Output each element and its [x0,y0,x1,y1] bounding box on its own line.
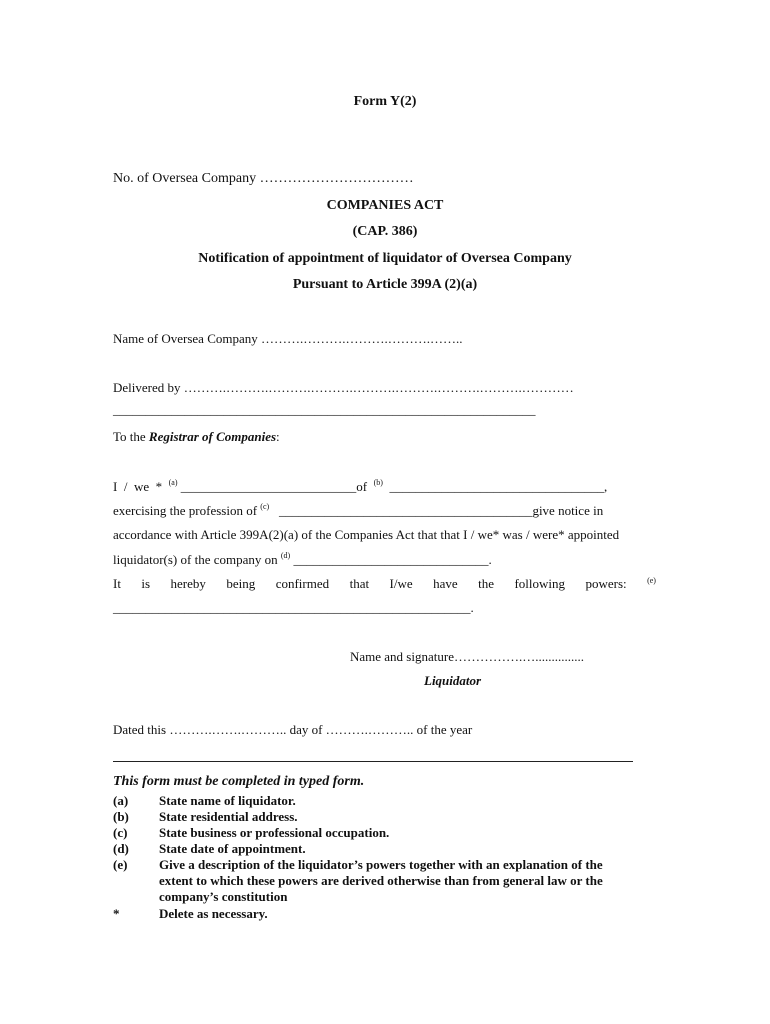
footnote-key: (a) [113,793,129,808]
cap-heading: (CAP. 386) [352,224,418,239]
to-suffix: : [276,429,280,444]
delivered-by-underline: _________________________________________________________________ [113,402,536,417]
body-line-2 [113,502,656,519]
to-registrar-line [113,429,280,445]
word: have [433,576,458,591]
footnote-text: State date of appointment. [159,841,306,856]
form-title: Form Y(2) [353,94,417,109]
word: I/we [389,576,413,591]
word: hereby [170,576,206,591]
body-line-5 [113,576,656,592]
body-line-1 [113,478,656,495]
asterisk: * [155,479,163,494]
notification-heading: Notification of appointment of liquidator of Oversea Company [198,251,572,266]
ref-a: (a) [168,478,178,487]
body-line-3: accordance with Article 399A(2)(a) of the Companies Act that that I / we* was / were* appointed [113,527,620,542]
profession-text: exercising the profession of [113,503,258,518]
company-name-line: Name of Oversea Company ……….……….……….……….…….. [113,331,463,346]
footnote-key: (b) [113,809,129,824]
slash: / [123,479,128,494]
footnote-key: (c) [113,825,128,840]
company-number-line: No. of Oversea Company …………………………… [113,171,414,186]
give-notice-text: give notice in [532,503,604,518]
word: the [478,576,494,591]
ref-c: (c) [260,502,270,511]
word: that [349,576,370,591]
to-prefix: To the [113,429,149,444]
liquidator-name-blank[interactable]: ___________________________ [180,479,357,494]
footnote-text: Delete as necessary. [159,906,268,921]
word: being [226,576,256,591]
body-line-4 [113,551,492,568]
appointment-date-blank[interactable]: ______________________________. [293,552,492,567]
liquidator-label: Liquidator [424,673,482,688]
footnote-key: * [113,906,120,921]
word: It [113,576,121,591]
footnote-text: State name of liquidator. [159,793,296,808]
act-heading: COMPANIES ACT [326,198,444,213]
pronoun-i: I [113,479,118,494]
appointment-date-text: liquidator(s) of the company on [113,552,278,567]
dated-line[interactable]: Dated this ……….…….……….. day of ……….……….. of the year [113,722,473,737]
footnote-text: State residential address. [159,809,298,824]
word: is [141,576,151,591]
footnote-key: (e) [113,857,128,872]
powers-blank[interactable]: _______________________________________________________. [113,600,474,615]
word: following [514,576,565,591]
delivered-by-line: Delivered by ……….……….……….……….……….……….……….……….………… [113,380,574,395]
registrar-of-companies: Registrar of Companies [148,429,277,444]
ref-d: (d) [280,551,291,560]
pronoun-we: we [133,479,150,494]
address-blank[interactable]: _________________________________, [389,479,608,494]
footnote-text: Give a description of the liquidator’s powers together with an explanation of the extent to which these powers are derived otherwise than from general law or the company’s constitution [159,857,603,904]
ref-b: (b) [373,478,383,487]
of-word: of [356,479,368,494]
footnote-key: (d) [113,841,129,856]
ref-e: (e) [647,576,656,585]
word: confirmed [275,576,330,591]
profession-blank[interactable]: _______________________________________ [278,503,533,518]
footnote-text: State business or professional occupation. [159,825,390,840]
name-and-signature[interactable]: Name and signature…………….…............... [350,649,584,664]
word: powers: [585,576,627,591]
separator-rule [113,761,633,762]
footnote-title: This form must be completed in typed form. [113,774,365,789]
pursuant-heading: Pursuant to Article 399A (2)(a) [292,277,478,292]
